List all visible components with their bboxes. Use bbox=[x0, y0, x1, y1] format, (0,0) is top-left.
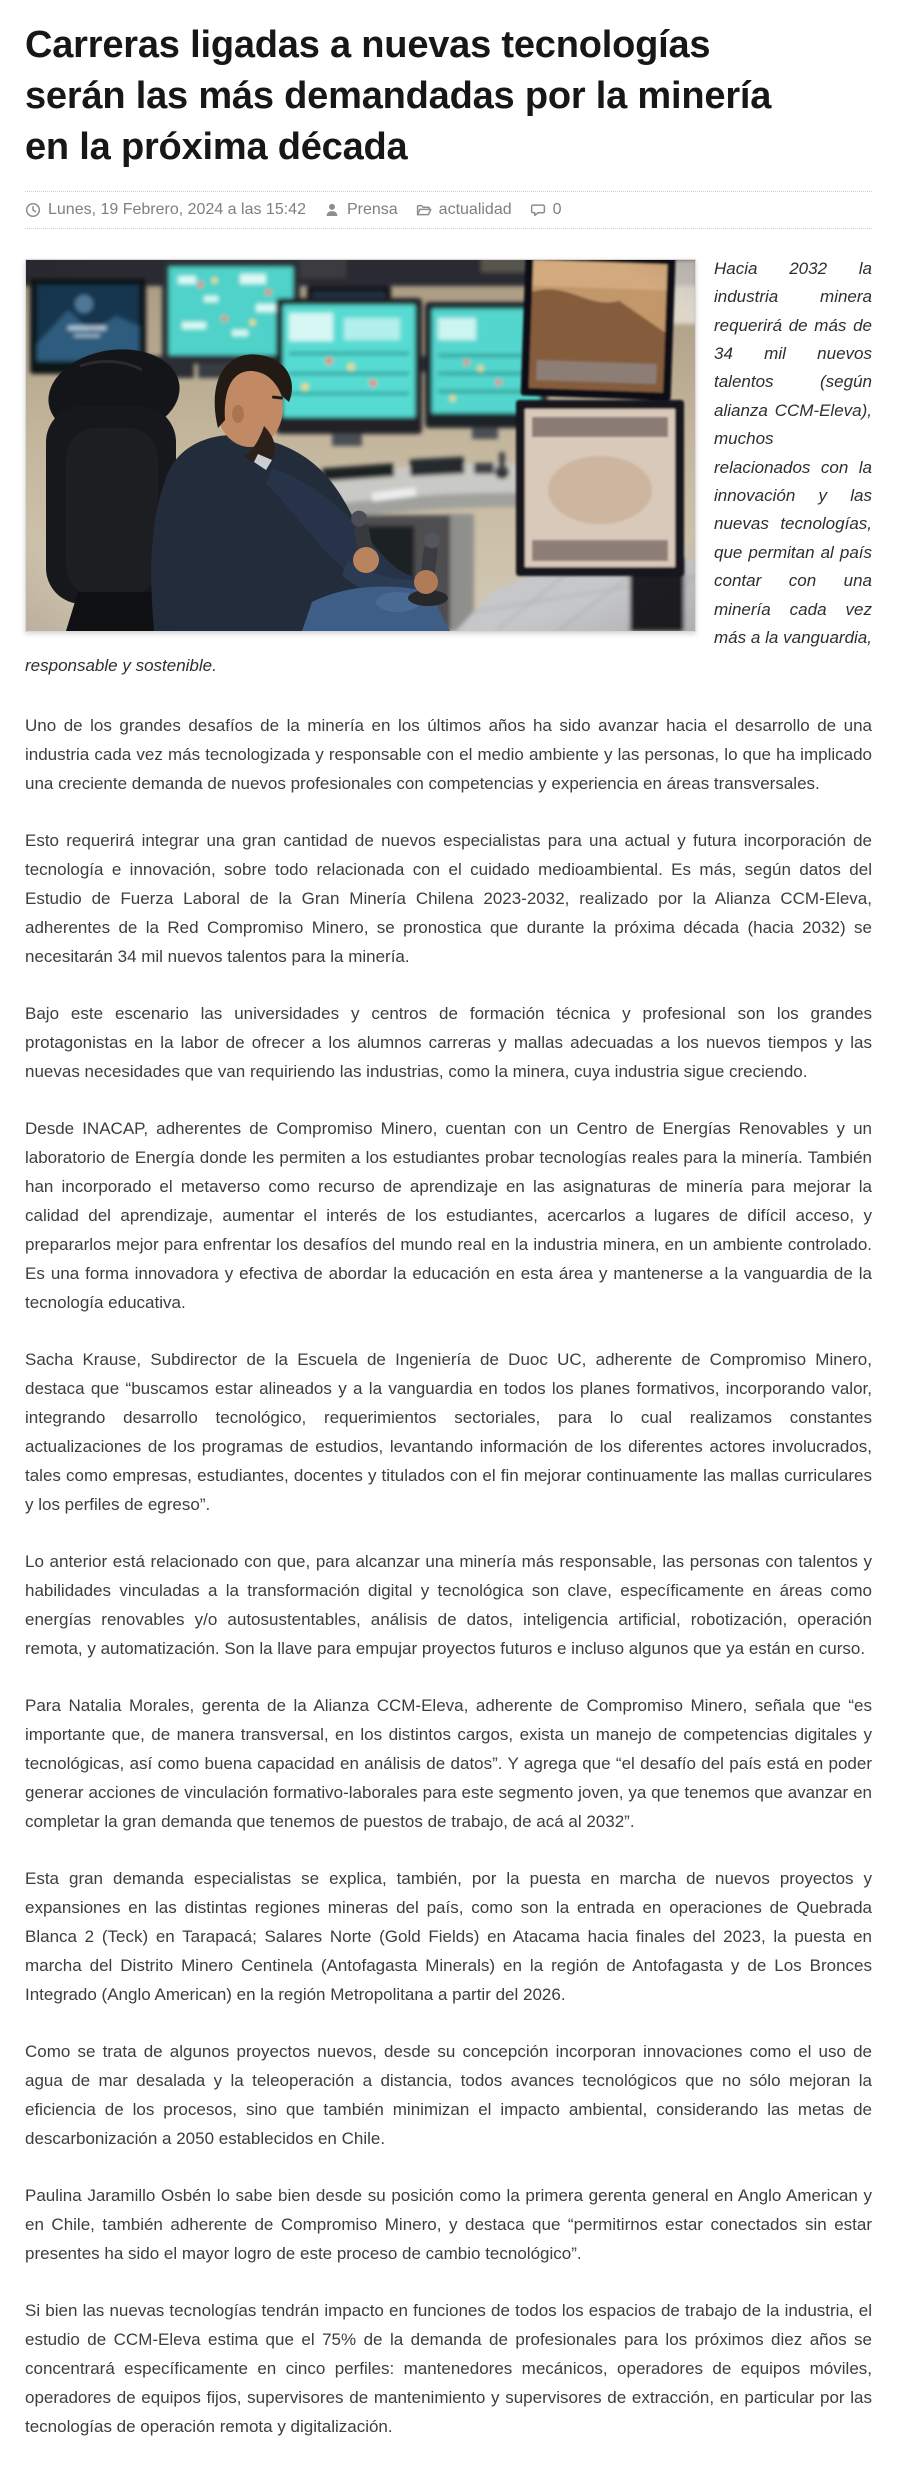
control-room-photo-illustration bbox=[26, 260, 695, 631]
article-body bbox=[25, 681, 872, 2441]
page-title: Carreras ligadas a nuevas tecnologías serán las más demandadas por la minería en la próxima década bbox=[25, 24, 772, 168]
user-icon bbox=[324, 202, 340, 218]
body-paragraph: Esto requerirá integrar una gran cantidad de nuevos especialistas para una actual y futura incorporación de tecnología e innovación, sobre todo relacionada con el cuidado medioambiental. Es más, según datos del Estudio de Fuerza Laboral de la Gran Minería Chilena 2023-2032, realizado por la Alianza CCM-Eleva, adherentes de la Red Compromiso Minero, se pronostica que durante la próxima década (hacia 2032) se necesitarán 34 mil nuevos talentos para la minería. bbox=[25, 830, 872, 966]
meta-category[interactable] bbox=[416, 201, 512, 219]
comment-icon bbox=[530, 202, 546, 218]
meta-date-label: Lunes, 19 Febrero, 2024 a las 15:42 bbox=[48, 200, 306, 218]
body-paragraph: Desde INACAP, adherentes de Compromiso Minero, cuentan con un Centro de Energías Renovables y un laboratorio de Energía donde les permiten a los estudiantes probar tecnologías reales para la minería. También han incorporado el metaverso como recurso de aprendizaje en las asignaturas de minería para mejorar la calidad del aprendizaje, aumentar el interés de los estudiantes, acercarlos a lugares de difícil acceso, y prepararlos mejor para enfrentar los desafíos del mundo real en la industria minera, en un ambiente controlado. Es una forma innovadora y efectiva de abordar la educación en esta área y mantenerse a la vanguardia de la tecnología educativa. bbox=[25, 1118, 872, 1312]
meta-category-label: actualidad bbox=[438, 200, 512, 218]
meta-comments[interactable] bbox=[530, 201, 562, 219]
body-paragraph: Como se trata de algunos proyectos nuevos, desde su concepción incorporan innovaciones como el uso de agua de mar desalada y la teleoperación a distancia, todos avances tecnológicos que no sólo mejoran la eficiencia de los procesos, sino que también minimizan el impacto ambiental, considerando las metas de descarbonización a 2050 establecidos en Chile. bbox=[25, 2041, 872, 2148]
body-paragraph: Sacha Krause, Subdirector de la Escuela de Ingeniería de Duoc UC, adherente de Compromiso Minero, destaca que “buscamos estar alineados y a la vanguardia en todos los planes formativos, incorporando valor, integrando desarrollo tecnológico, requerimientos sectoriales, para lo cual realizamos constantes actualizaciones de los programas de estudios, levantando información de los diferentes actores involucrados, tales como empresas, estudiantes, docentes y titulados con el fin mejorar continuamente las mallas curriculares y los perfiles de egreso”. bbox=[25, 1349, 872, 1514]
body-paragraph: Bajo este escenario las universidades y centros de formación técnica y profesional son los grandes protagonistas en la labor de ofrecer a los alumnos carreras y mallas adecuadas a los nuevos tiempos y las nuevas necesidades que van requiriendo las industrias, como la minera, cuya industria sigue creciendo. bbox=[25, 1003, 872, 1081]
body-paragraph: Lo anterior está relacionado con que, para alcanzar una minería más responsable, las personas con talentos y habilidades vinculadas a la transformación digital y tecnológica son clave, específicamente en áreas como energías renovables y/o autosustentables, análisis de datos, inteligencia artificial, robotización, operación remota, y automatización. Son la llave para empujar proyectos futuros e incluso algunos que ya están en curso. bbox=[25, 1551, 872, 1658]
body-paragraph: Esta gran demanda especialistas se explica, también, por la puesta en marcha de nuevos proyectos y expansiones en las distintas regiones mineras del país, como son la entrada en operaciones de Quebrada Blanca 2 (Teck) en Tarapacá; Salares Norte (Gold Fields) en Atacama hacia finales del 2023, la puesta en marcha del Distrito Minero Centinela (Antofagasta Minerals) en la región de Antofagasta y de Los Bronces Integrado (Anglo American) en la región Metropolitana a partir del 2026. bbox=[25, 1868, 872, 2004]
body-paragraph: Si bien las nuevas tecnologías tendrán impacto en funciones de todos los espacios de trabajo de la industria, el estudio de CCM-Eleva estima que el 75% de la demanda de profesionales para los próximos diez años se concentrará específicamente en cinco perfiles: mantenedores mecánicos, operadores de equipos móviles, operadores de equipos fijos, supervisores de mantenimiento y supervisores de extracción, en particular por las tecnologías de operación remota y digitalización. bbox=[25, 2300, 872, 2436]
body-paragraph: Para Natalia Morales, gerenta de la Alianza CCM-Eleva, adherente de Compromiso Minero, señala que “es importante que, de manera transversal, en los distintos cargos, exista un manejo de competencias digitales y tecnológicas, así como buena capacidad en análisis de datos”. Y agrega que “el desafío del país está en poder generar acciones de vinculación formativo-laborales para este segmento joven, ya que tenemos que avanzar en completar la gran demanda que tenemos de puestos de trabajo, de acá al 2032”. bbox=[25, 1695, 872, 1831]
photo-caption: Hacia 2032 la industria minera requerirá de más de 34 mil nuevos talentos (según alianza CCM-Eleva), muchos relacionados con la innovación y las nuevas tecnologías, que permitan al país contar con una minería cada vez más a la vanguardia, responsable y sostenible. bbox=[25, 258, 872, 676]
meta-comments-count: 0 bbox=[552, 200, 562, 218]
article-content bbox=[25, 255, 872, 2441]
meta-author[interactable] bbox=[324, 201, 398, 219]
clock-icon bbox=[25, 202, 41, 218]
folder-open-icon bbox=[416, 202, 432, 218]
meta-date bbox=[25, 201, 306, 219]
body-paragraph: Uno de los grandes desafíos de la minería en los últimos años ha sido avanzar hacia el desarrollo de una industria cada vez más tecnologizada y responsable con el medio ambiente y las personas, lo que ha implicado una creciente demanda de nuevos profesionales con competencias y experiencia en áreas transversales. bbox=[25, 715, 872, 793]
article-photo bbox=[25, 259, 696, 632]
meta-author-label: Prensa bbox=[346, 200, 398, 218]
body-paragraph: Paulina Jaramillo Osbén lo sabe bien desde su posición como la primera gerenta general en Anglo American y en Chile, también adherente de Compromiso Minero, y destaca que “permitirnos estar conectados sin estar presentes ha sido el mayor logro de este proceso de cambio tecnológico”. bbox=[25, 2185, 872, 2263]
article-meta-bar bbox=[25, 191, 872, 229]
